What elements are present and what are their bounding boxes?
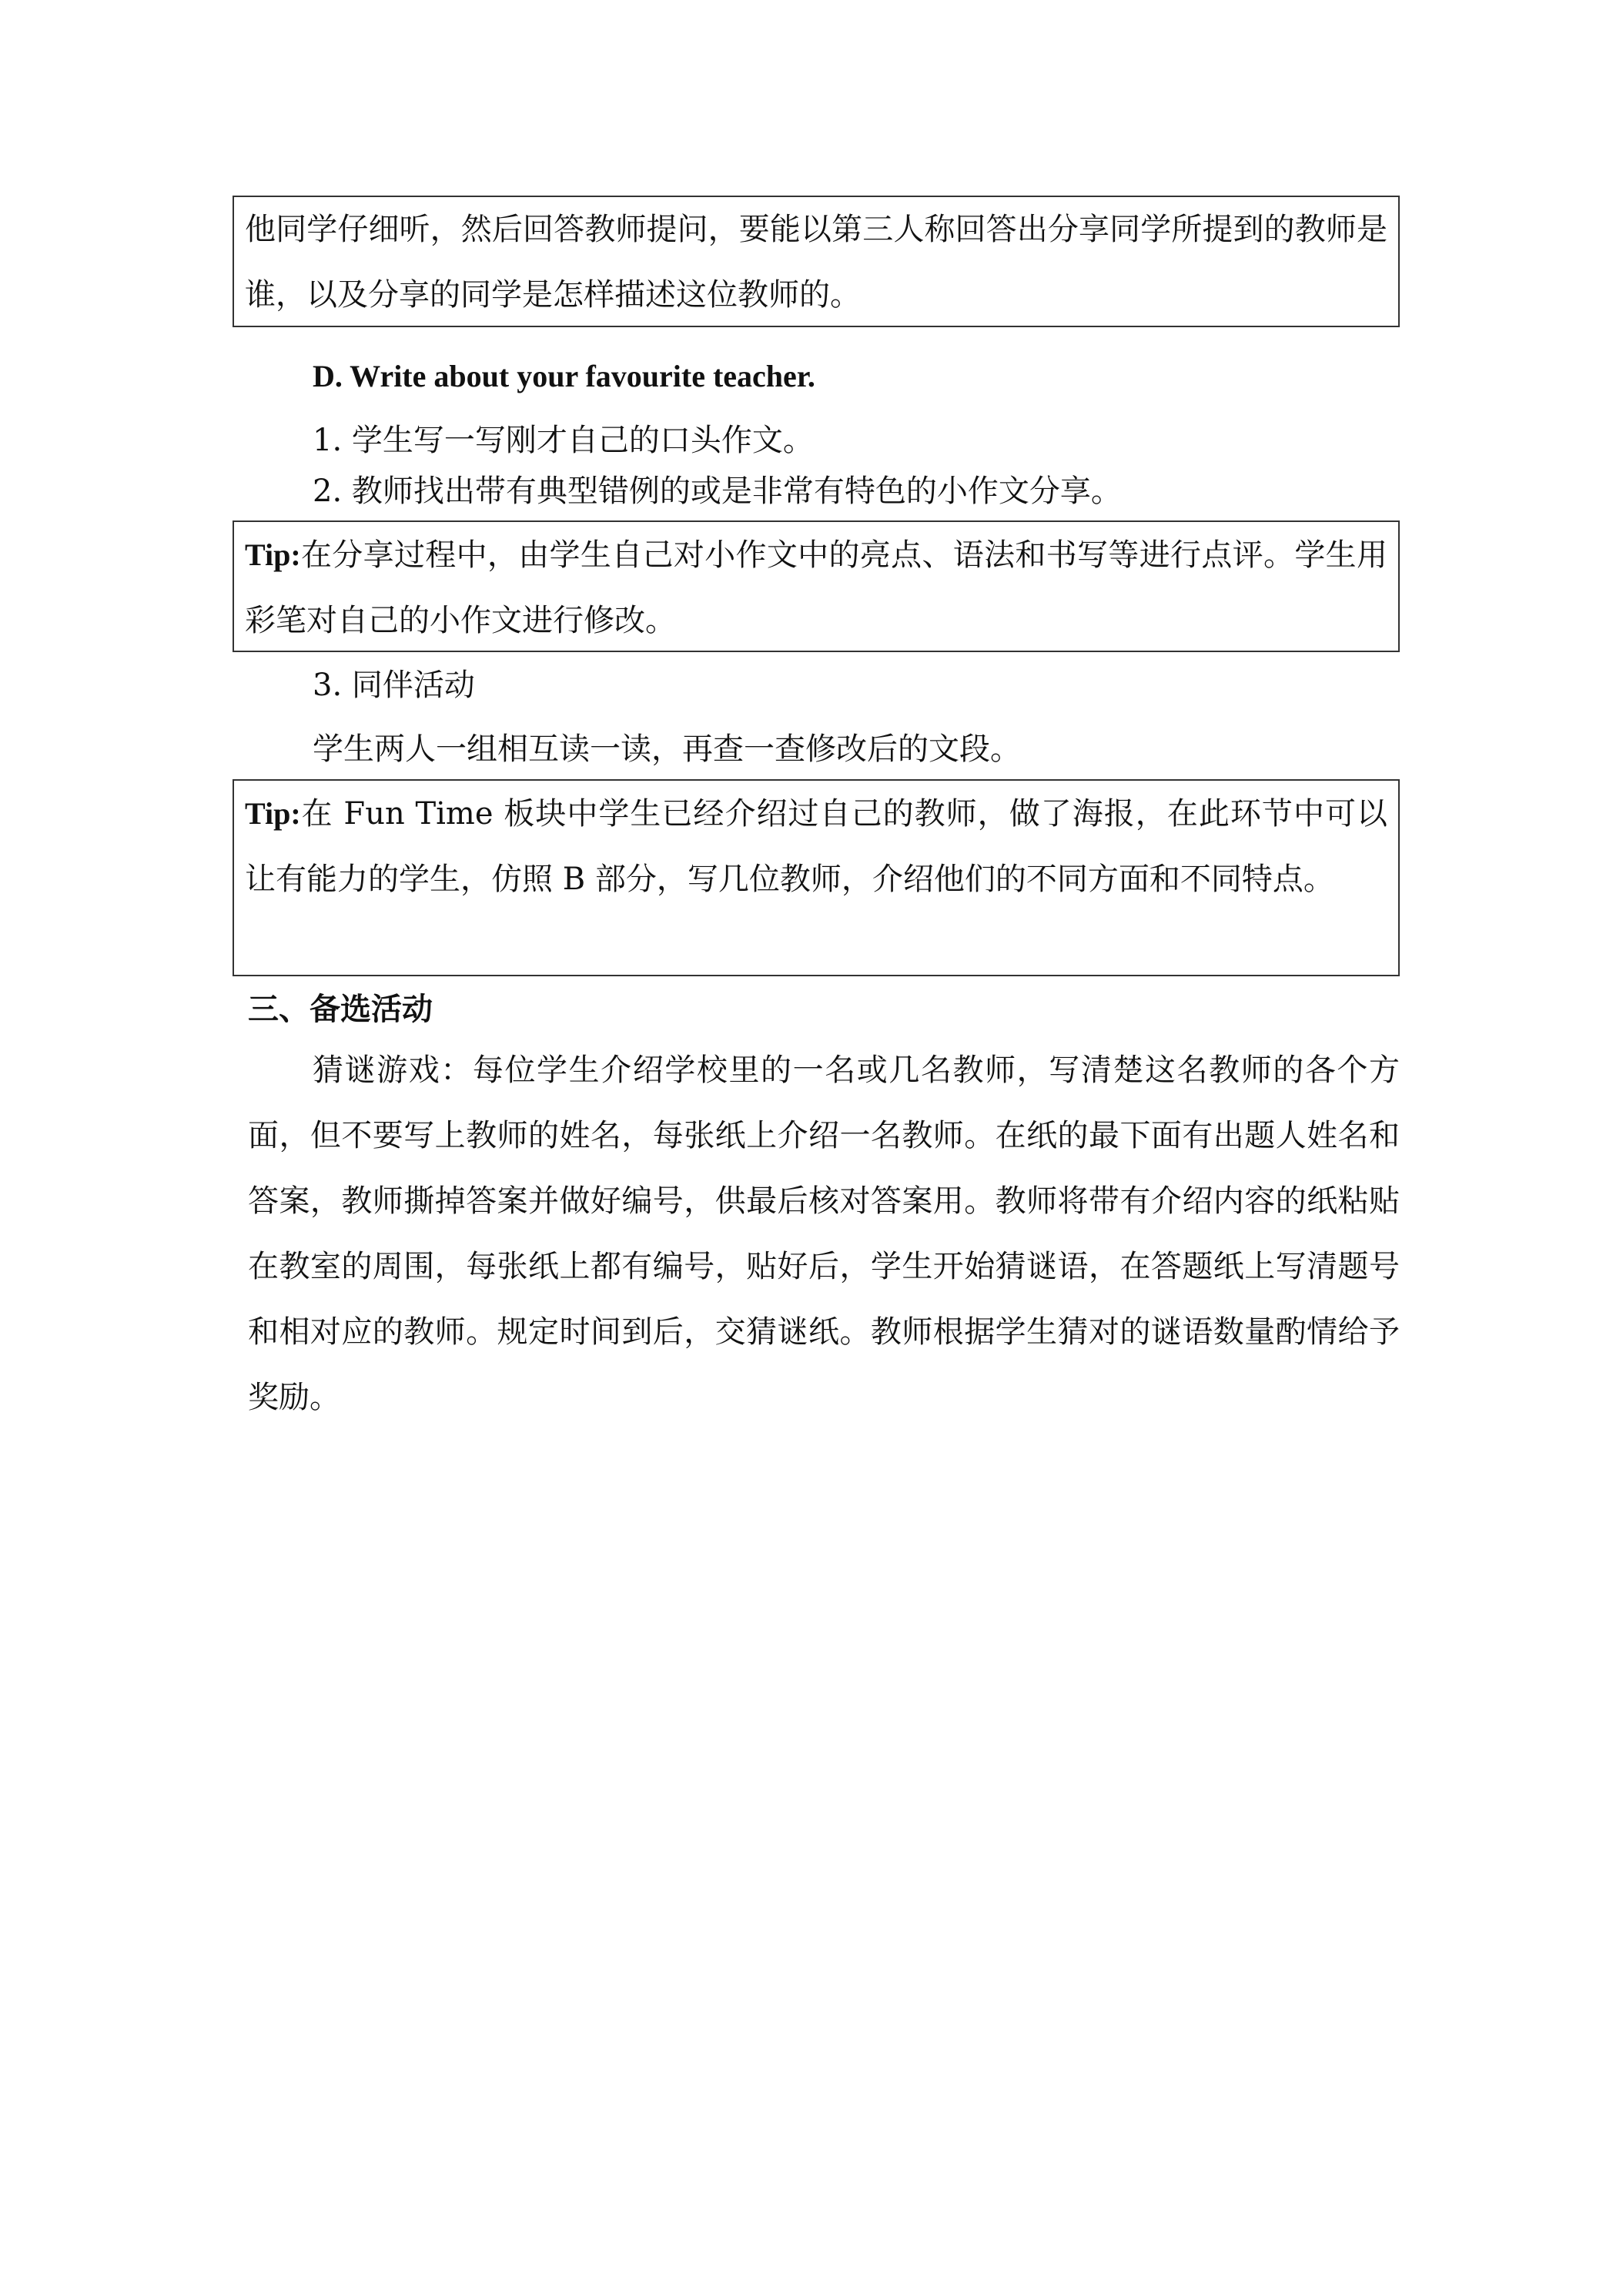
tip-box-1 bbox=[233, 520, 1400, 652]
tip-label: Tip: bbox=[245, 537, 301, 572]
tip-text: 在 Fun Time 板块中学生已经介绍过自己的教师，做了海报，在此环节中可以让有能力的学生，仿照 B 部分，写几位教师，介绍他们的不同方面和不同特点。 bbox=[245, 796, 1387, 897]
step-3-title: 3. 同伴活动 bbox=[313, 668, 475, 703]
tip-label: Tip: bbox=[245, 796, 301, 831]
continued-note-text: 他同学仔细听，然后回答教师提问，要能以第三人称回答出分享同学所提到的教师是谁，以及分享的同学是怎样描述这位教师的。 bbox=[245, 212, 1387, 313]
tip-box-2 bbox=[233, 779, 1400, 976]
step-2: 2. 教师找出带有典型错例的或是非常有特色的小作文分享。 bbox=[313, 474, 1122, 509]
continued-note-box bbox=[233, 196, 1400, 327]
step-1: 1. 学生写一写刚才自己的口头作文。 bbox=[313, 423, 814, 458]
step-3-text: 学生两人一组相互读一读，再查一查修改后的文段。 bbox=[313, 731, 1021, 767]
section-d-heading: D. Write about your favourite teacher. bbox=[313, 359, 815, 393]
section-three-paragraph: 猜谜游戏：每位学生介绍学校里的一名或几名教师，写清楚这名教师的各个方面，但不要写上教师的姓名，每张纸上介绍一名教师。在纸的最下面有出题人姓名和答案，教师撕掉答案并做好编号，供最后核对答案用。教师将带有介绍内容的纸粘贴在教室的周围，每张纸上都有编号，贴好后，学生开始猜谜语，在答题纸上写清题号和相对应的教师。规定时间到后，交猜谜纸。教师根据学生猜对的谜语数量酌情给予奖励。 bbox=[248, 1053, 1400, 1415]
section-three-heading: 三、备选活动 bbox=[248, 991, 433, 1027]
tip-text: 在分享过程中，由学生自己对小作文中的亮点、语法和书写等进行点评。学生用彩笔对自己的小作文进行修改。 bbox=[245, 537, 1387, 638]
